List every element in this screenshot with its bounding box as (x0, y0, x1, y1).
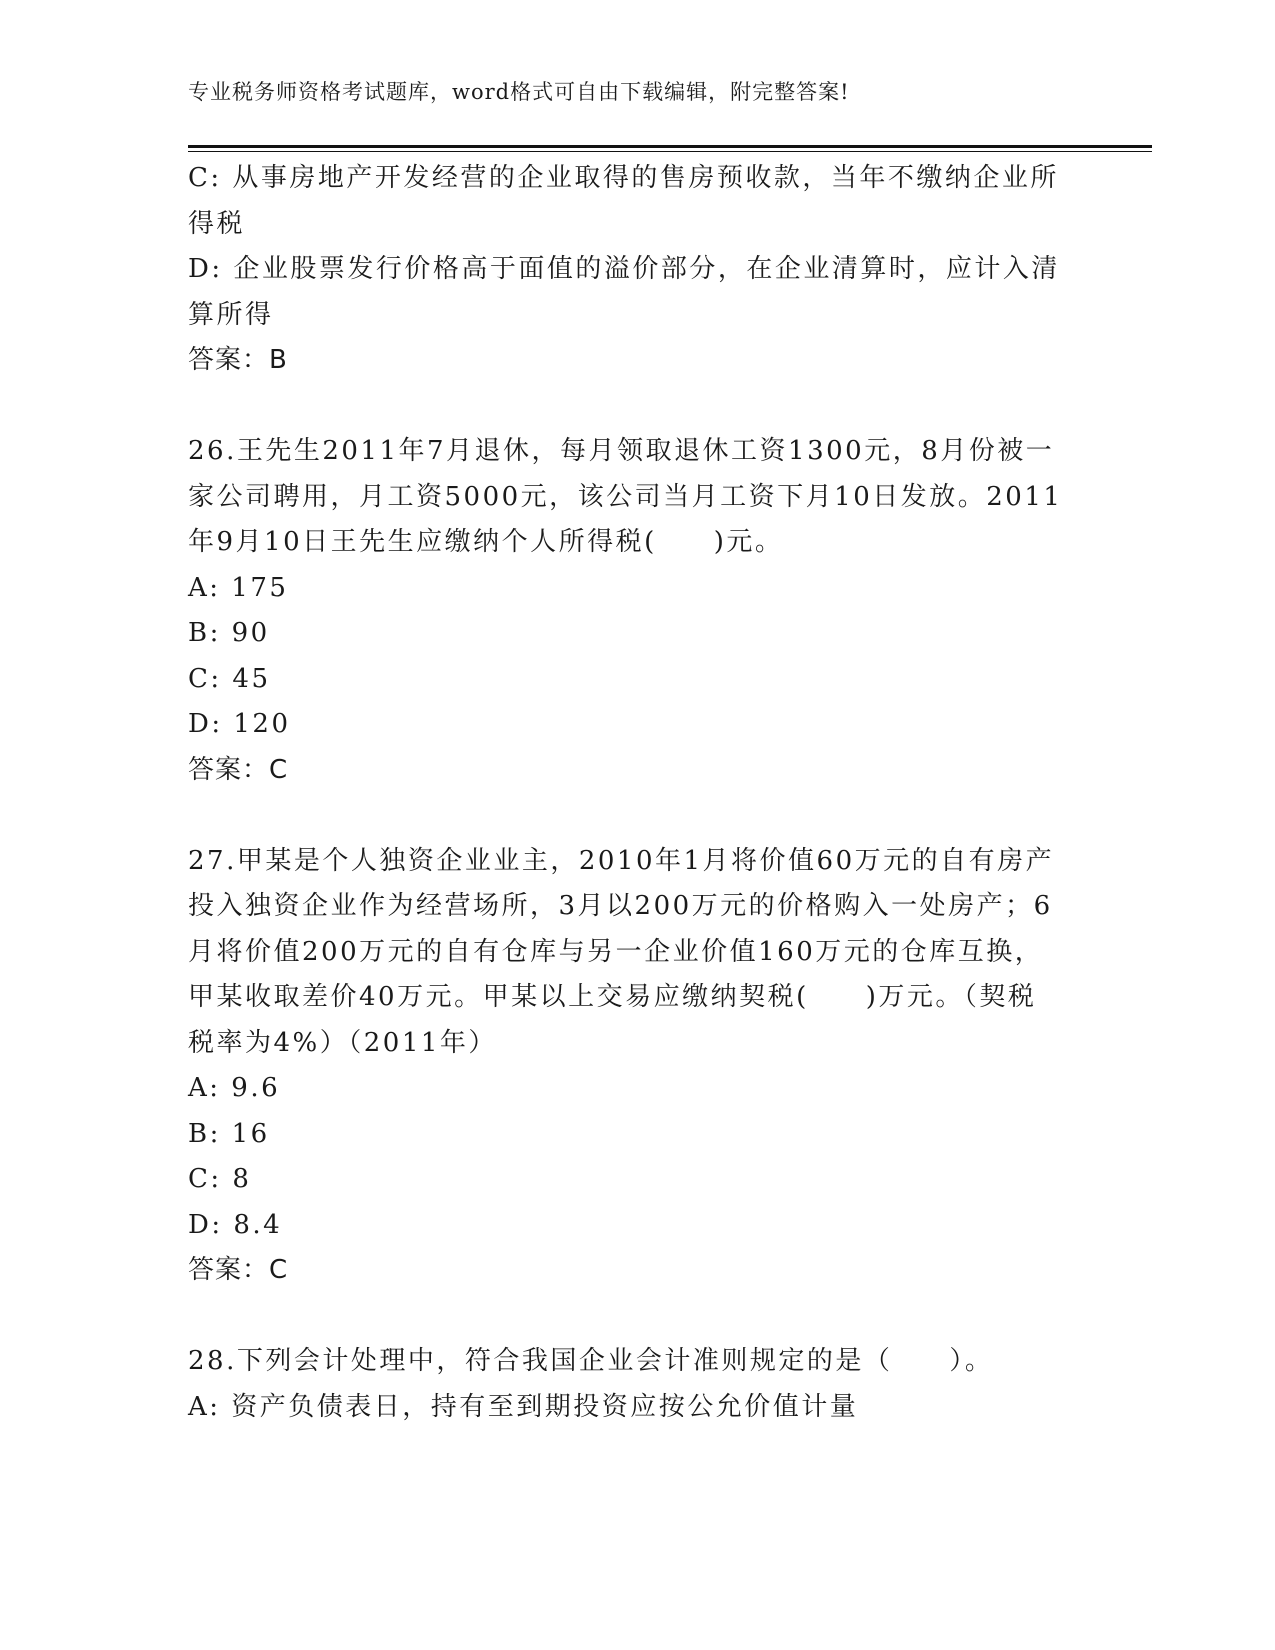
option-b: B: 16 (188, 1118, 270, 1149)
option-d-line-1: D: 企业股票发行价格高于面值的溢价部分，在企业清算时，应计入清 (188, 254, 1060, 284)
question-stem-line: 投入独资企业作为经营场所，3月以200万元的价格购入一处房产；6 (188, 891, 1053, 921)
spacer (188, 793, 1088, 839)
option-a: A: 175 (188, 572, 289, 603)
question-stem-line: 27.甲某是个人独资企业业主，2010年1月将价值60万元的自有房产 (188, 845, 1055, 876)
answer-label: 答案：C (188, 1255, 289, 1285)
option-c-line-2: 得税 (188, 208, 246, 239)
spacer (188, 1294, 1088, 1340)
question-stem-line: 税率为4%）（2011年） (188, 1027, 497, 1058)
header-rule-thick (188, 145, 1152, 148)
header-rule-thin (188, 151, 1152, 152)
option-c-line-1: C: 从事房地产开发经营的企业取得的售房预收款，当年不缴纳企业所 (188, 163, 1059, 193)
question-stem-line: 月将价值200万元的自有仓库与另一企业价值160万元的仓库互换， (188, 936, 1044, 967)
spacer (188, 384, 1088, 430)
option-d-line-2: 算所得 (188, 299, 274, 330)
page-header: 专业税务师资格考试题库，word格式可自由下载编辑，附完整答案! (188, 80, 850, 104)
option-a: A: 资产负债表日，持有至到期投资应按公允价值计量 (188, 1391, 859, 1422)
option-c: C: 8 (188, 1164, 252, 1194)
answer-label: 答案：B (188, 345, 288, 375)
question-content (188, 156, 1088, 1430)
question-stem-line: 年9月10日王先生应缴纳个人所得税( )元。 (188, 527, 784, 557)
question-stem-line: 甲某收取差价40万元。甲某以上交易应缴纳契税( )万元。（契税 (188, 982, 1037, 1012)
question-27 (188, 839, 1088, 1294)
option-d: D: 120 (188, 709, 291, 739)
option-b: B: 90 (188, 618, 270, 648)
answer-label: 答案：C (188, 754, 289, 785)
option-c: C: 45 (188, 663, 271, 694)
question-28 (188, 1339, 1088, 1430)
option-d: D: 8.4 (188, 1209, 283, 1240)
question-26 (188, 429, 1088, 793)
question-stem-line: 26.王先生2011年7月退休，每月领取退休工资1300元，8月份被一 (188, 436, 1055, 466)
prev-question (188, 156, 1088, 384)
question-stem-line: 28.下列会计处理中，符合我国企业会计准则规定的是（ ）。 (188, 1346, 994, 1376)
question-stem-line: 家公司聘用，月工资5000元，该公司当月工资下月10日发放。2011 (188, 481, 1063, 512)
option-a: A: 9.6 (188, 1073, 281, 1103)
